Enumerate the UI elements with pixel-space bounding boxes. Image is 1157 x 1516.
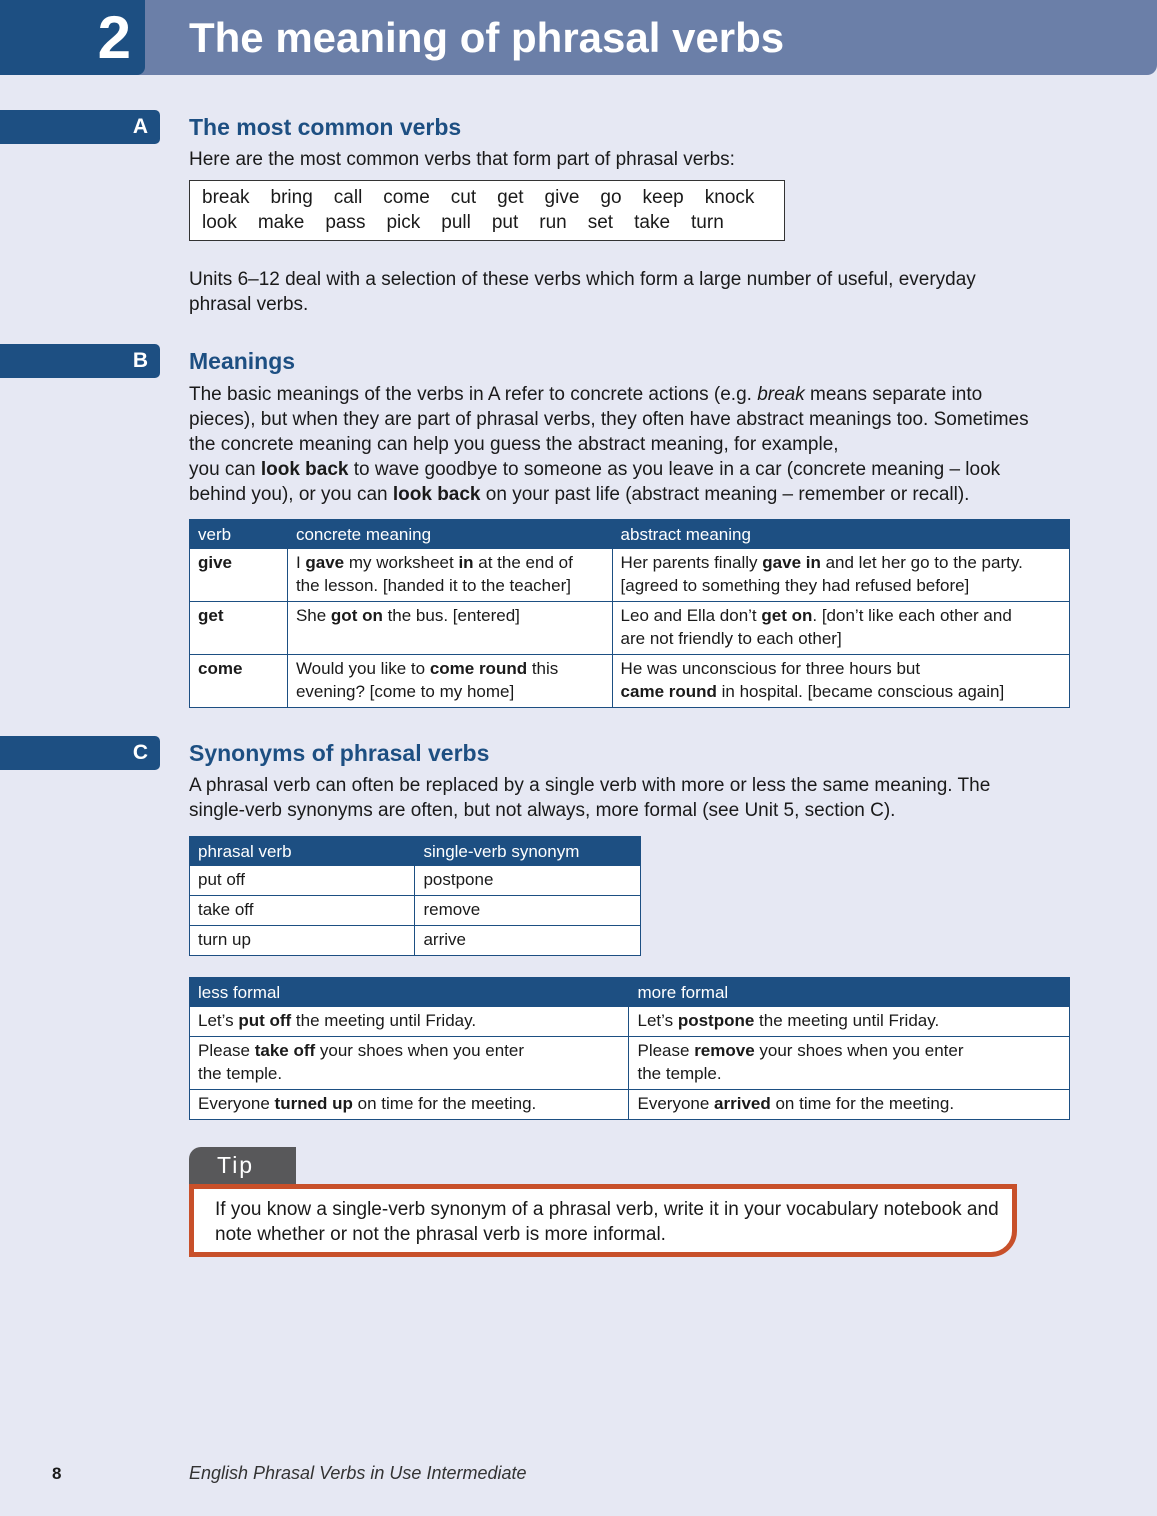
verb-word: pull	[441, 212, 471, 233]
table-row: come Would you like to come round this evening? [come to my home] He was unconscious for three hours but came round in hospital. [became conscious again]	[190, 655, 1070, 708]
table-row: Everyone turned up on time for the meeting. Everyone arrived on time for the meeting.	[190, 1090, 1070, 1120]
table-row: turn up arrive	[190, 926, 641, 956]
verb-word: cut	[450, 187, 477, 208]
section-a-title: The most common verbs	[189, 114, 462, 140]
tip-label: Tip	[189, 1147, 296, 1184]
verb-word: give	[544, 187, 580, 208]
tip-box	[189, 1184, 1017, 1257]
verb-row-1	[202, 185, 784, 210]
formality-table	[189, 977, 1070, 1120]
table-row: take off remove	[190, 896, 641, 926]
verb-word: come	[383, 187, 430, 208]
section-b-paragraph: The basic meanings of the verbs in A refer to concrete actions (e.g. break means separate into pieces), but when they are part of phrasal verbs, they often have abstract meanings too. Sometimes the concrete meaning can help you guess the abstract meaning, for example, you can look back to wave goodbye to someone as you leave in a car (concrete meaning – look behind you), or you can look back on your past life (abstract meaning – remember or recall).	[189, 384, 1029, 505]
meanings-table	[189, 519, 1070, 708]
verb-word: pass	[325, 212, 366, 233]
verb-word: knock	[704, 187, 755, 208]
section-c-tab: C	[0, 736, 160, 770]
table-header-row: less formal more formal	[190, 978, 1070, 1007]
section-a-note: Units 6–12 deal with a selection of these verbs which form a large number of useful, everyday phrasal verbs.	[189, 269, 976, 315]
section-a-tab: A	[0, 110, 160, 144]
table-header-row: phrasal verb single-verb synonym	[190, 837, 641, 866]
unit-title: The meaning of phrasal verbs	[189, 14, 785, 61]
verb-word: take	[634, 212, 671, 233]
tip-text-line: If you know a single-verb synonym of a phrasal verb, write it in your vocabulary notebook and	[215, 1199, 999, 1220]
verb-word: set	[587, 212, 614, 233]
verb-word: look	[202, 212, 237, 233]
table-row: Please take off your shoes when you enter the temple. Please remove your shoes when you enter the temple.	[190, 1037, 1070, 1090]
verb-word: break	[202, 187, 250, 208]
section-c-paragraph: A phrasal verb can often be replaced by a single verb with more or less the same meaning. The single-verb synonyms are often, but not always, more formal (see Unit 5, section C).	[189, 775, 991, 821]
verb-word: turn	[691, 212, 724, 233]
verb-word: run	[539, 212, 567, 233]
verb-word: get	[497, 187, 524, 208]
section-b-tab: B	[0, 344, 160, 378]
common-verbs-box	[189, 180, 785, 241]
table-row: get She got on the bus. [entered] Leo and Ella don’t get on. [don’t like each other and are not friendly to each other]	[190, 602, 1070, 655]
verb-word: make	[257, 212, 305, 233]
section-a-intro: Here are the most common verbs that form part of phrasal verbs:	[189, 149, 735, 170]
table-row: give I gave my worksheet in at the end of the lesson. [handed it to the teacher] Her parents finally gave in and let her go to the party. [agreed to something they had refused before]	[190, 549, 1070, 602]
verb-word: bring	[270, 187, 313, 208]
tip-text-line: note whether or not the phrasal verb is more informal.	[215, 1224, 666, 1245]
table-row: Let’s put off the meeting until Friday. Let’s postpone the meeting until Friday.	[190, 1007, 1070, 1037]
section-c-title: Synonyms of phrasal verbs	[189, 740, 490, 766]
book-title: English Phrasal Verbs in Use Intermediate	[189, 1463, 527, 1483]
synonym-table	[189, 836, 641, 956]
verb-word: keep	[642, 187, 684, 208]
unit-number: 2	[0, 0, 145, 75]
verb-word: call	[333, 187, 363, 208]
table-header-row: verb concrete meaning abstract meaning	[190, 520, 1070, 549]
table-row: put off postpone	[190, 866, 641, 896]
verb-word: go	[600, 187, 622, 208]
verb-word: put	[491, 212, 519, 233]
verb-row-2	[202, 210, 784, 235]
section-b-title: Meanings	[189, 348, 296, 374]
verb-word: pick	[386, 212, 421, 233]
page-number: 8	[52, 1464, 62, 1483]
